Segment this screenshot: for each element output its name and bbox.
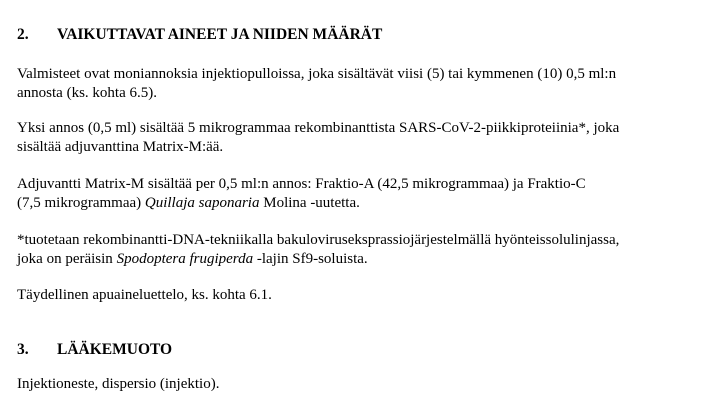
paragraph-line: Yksi annos (0,5 ml) sisältää 5 mikrogrammaa rekombinanttista SARS-CoV-2-piikkiproteiinia*, joka [17,120,620,136]
paragraph-line: Adjuvantti Matrix-M sisältää per 0,5 ml:n annos: Fraktio-A (42,5 mikrogrammaa) ja Fraktio-C [17,176,586,192]
paragraph-pharmaceutical-form [17,375,707,394]
section-3-heading [17,340,172,359]
species-name-italic: Quillaja saponaria [144,195,260,211]
text-run: Molina -uutetta. [259,195,360,211]
paragraph-multidose-vials [17,65,707,103]
paragraph-footnote-production [17,231,707,269]
paragraph-line: *tuotetaan rekombinantti-DNA-tekniikalla bakuloviruseksprassiojärjestelmällä hyönteissolulinjassa, [17,232,620,248]
paragraph-line [17,194,707,213]
paragraph-dose-content [17,119,707,157]
paragraph-line: Injektioneste, dispersio (injektio). [17,376,220,392]
paragraph-line [17,250,707,269]
text-run: -lajin Sf9-soluista. [253,251,368,267]
section-2-heading [17,25,382,44]
paragraph-excipients-reference [17,286,707,305]
section-3-number: 3. [17,341,29,358]
paragraph-line: sisältää adjuvanttina Matrix-M:ää. [17,139,224,155]
paragraph-line: Valmisteet ovat moniannoksia injektiopulloissa, joka sisältävät viisi (5) tai kymmenen (10) 0,5 ml:n [17,66,617,82]
text-run: (7,5 mikrogrammaa) [17,195,145,211]
section-2-title: VAIKUTTAVAT AINEET JA NIIDEN MÄÄRÄT [57,26,383,43]
section-2-number: 2. [17,26,29,43]
paragraph-line: Täydellinen apuaineluettelo, ks. kohta 6.1. [17,287,272,303]
paragraph-line: annosta (ks. kohta 6.5). [17,85,157,101]
paragraph-adjuvant [17,175,707,213]
section-3-title: LÄÄKEMUOTO [57,341,173,358]
text-run: joka on peräisin [17,251,117,267]
species-name-italic: Spodoptera frugiperda [116,251,254,267]
